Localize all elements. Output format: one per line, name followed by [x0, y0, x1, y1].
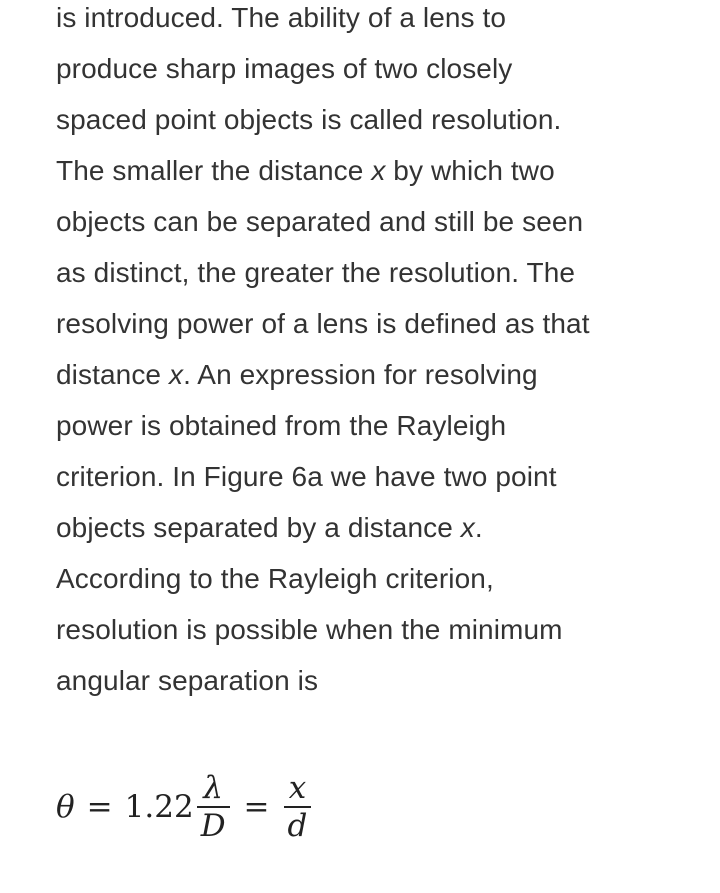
- equals-sign: =: [86, 789, 113, 825]
- article-text: [56, 0, 676, 706]
- math-variable: x: [168, 359, 184, 390]
- fraction-denominator: D: [200, 808, 226, 844]
- math-variable: x: [371, 155, 386, 186]
- text-line: [56, 94, 676, 145]
- text-segment: .: [474, 512, 483, 543]
- body-paragraph: [56, 0, 676, 706]
- text-line: [56, 553, 676, 604]
- text-segment: criterion. In Figure 6a we have two point: [56, 461, 557, 492]
- text-line: [56, 196, 676, 247]
- x-over-d-fraction: [284, 770, 312, 844]
- equals-sign: =: [243, 789, 270, 825]
- text-line: [56, 502, 676, 553]
- text-segment: The smaller the distance: [56, 155, 372, 186]
- text-line: [56, 655, 676, 706]
- coefficient: 1.22: [124, 789, 194, 825]
- fraction-numerator: λ: [203, 770, 223, 806]
- fraction-denominator: d: [287, 808, 308, 844]
- text-line: [56, 451, 676, 502]
- lambda-over-d-fraction: [197, 770, 230, 844]
- text-segment: power is obtained from the Rayleigh: [56, 410, 507, 441]
- text-segment: produce sharp images of two closely: [56, 53, 513, 84]
- text-segment: distance: [56, 359, 169, 390]
- text-line: [56, 298, 676, 349]
- theta-symbol: θ: [56, 789, 75, 825]
- text-segment: . An expression for resolving: [183, 359, 538, 390]
- text-segment: as distinct, the greater the resolution. The: [56, 257, 576, 288]
- text-line: [56, 247, 676, 298]
- text-segment: objects separated by a distance: [56, 512, 461, 543]
- text-line: [56, 0, 676, 43]
- text-segment: angular separation is: [56, 665, 319, 696]
- text-line: [56, 43, 676, 94]
- text-segment: resolving power of a lens is defined as that: [56, 308, 590, 339]
- text-segment: spaced point objects is called resolution.: [56, 104, 562, 135]
- fraction-numerator: x: [288, 770, 307, 806]
- text-line: [56, 145, 676, 196]
- text-segment: by which two: [385, 155, 555, 186]
- text-line: [56, 400, 676, 451]
- text-line: [56, 349, 676, 400]
- text-segment: resolution is possible when the minimum: [56, 614, 563, 645]
- math-variable: x: [460, 512, 475, 543]
- text-line: [56, 604, 676, 655]
- rayleigh-equation: [56, 762, 313, 852]
- text-segment: is introduced. The ability of a lens to: [56, 2, 507, 33]
- text-segment: According to the Rayleigh criterion,: [56, 563, 494, 594]
- text-segment: objects can be separated and still be seen: [56, 206, 584, 237]
